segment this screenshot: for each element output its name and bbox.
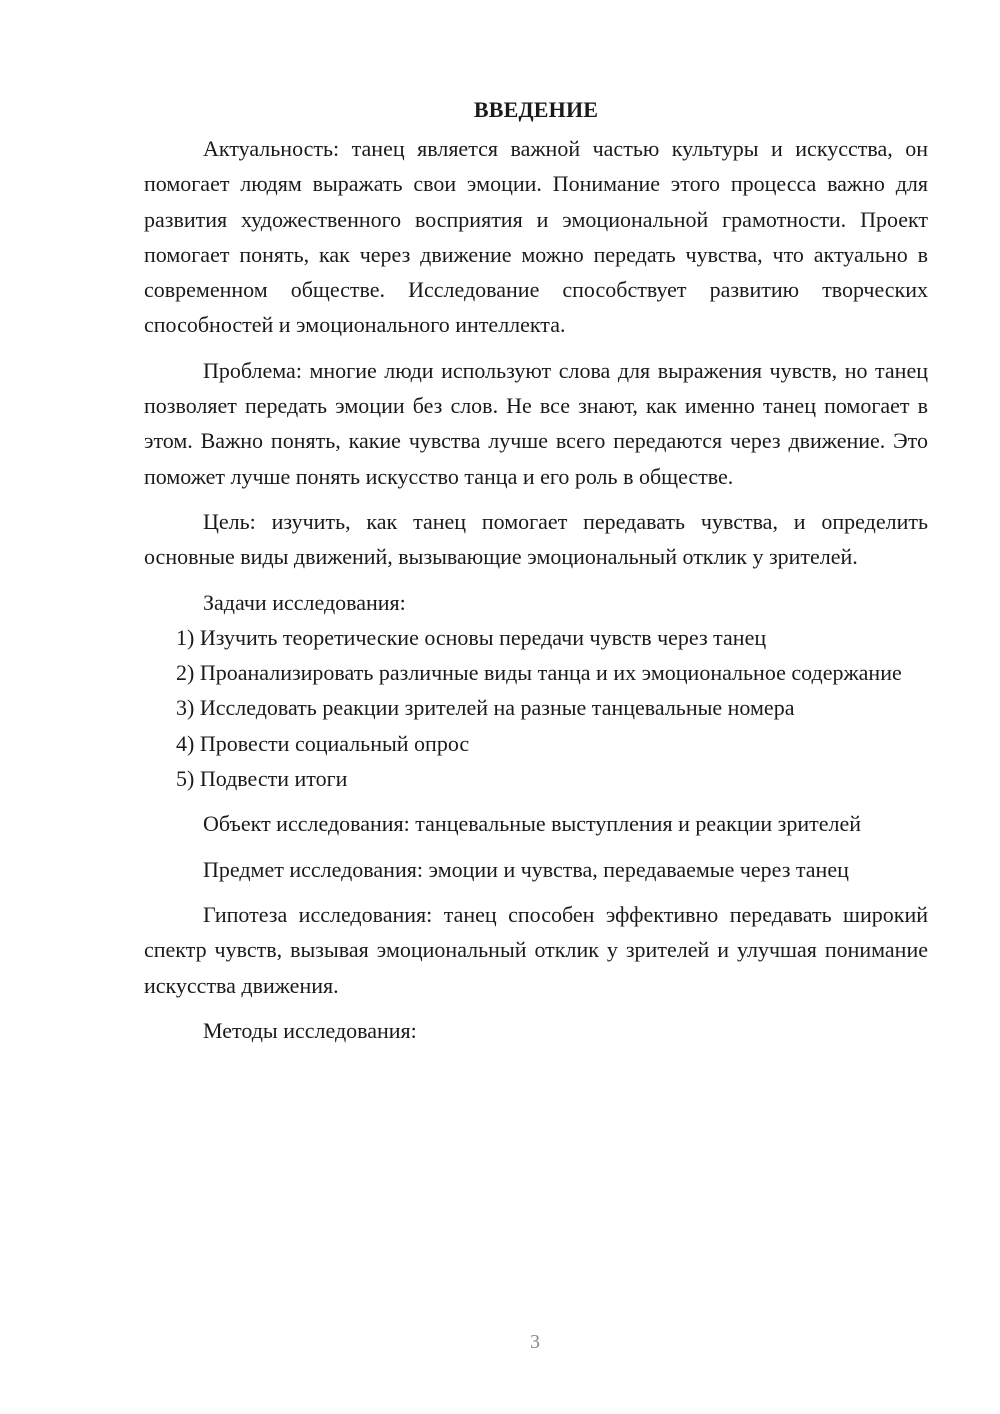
page-number: 3 [530,1331,540,1353]
paragraph-hypothesis: Гипотеза исследования: танец способен эффективно передавать широкий спектр чувств, вызывая эмоциональный отклик у зрителей и улучшая понимание искусства движения. [144,901,928,998]
section-heading: ВВЕДЕНИЕ [473,97,599,122]
paragraph-methods-heading: Методы исследования: [203,1017,417,1043]
list-item: 1) Изучить теоретические основы передачи чувств через танец [176,624,767,650]
paragraph-object: Объект исследования: танцевальные выступления и реакции зрителей [203,811,862,837]
paragraph-tasks-heading: Задачи исследования: [203,589,406,615]
paragraph-problem: Проблема: многие люди используют слова для выражения чувств, но танец позволяет передать эмоции без слов. Не все знают, как именно танец помогает в этом. Важно понять, какие чувства лучше всего передаются через движение. Это поможет лучше понять искусство танца и его роль в обществе. [144,357,928,489]
tasks-list [144,620,928,796]
paragraph-goal: Цель: изучить, как танец помогает передавать чувства, и определить основные виды движений, вызывающие эмоциональный отклик у зрителей. [144,508,928,570]
page-content [144,92,928,1048]
paragraph-relevance: Актуальность: танец является важной частью культуры и искусства, он помогает людям выражать свои эмоции. Понимание этого процесса важно для развития художественного восприятия и эмоциональной грамотности. Проект помогает понять, как через движение можно передать чувства, что актуально в современном обществе. Исследование способствует развитию творческих способностей и эмоционального интеллекта. [144,136,928,338]
list-item: 5) Подвести итоги [176,766,348,792]
list-item: 4) Провести социальный опрос [176,730,470,756]
list-item: 3) Исследовать реакции зрителей на разные танцевальные номера [176,695,795,721]
paragraph-subject: Предмет исследования: эмоции и чувства, передаваемые через танец [203,856,849,882]
list-item: 2) Проанализировать различные виды танца и их эмоциональное содержание [176,660,902,686]
